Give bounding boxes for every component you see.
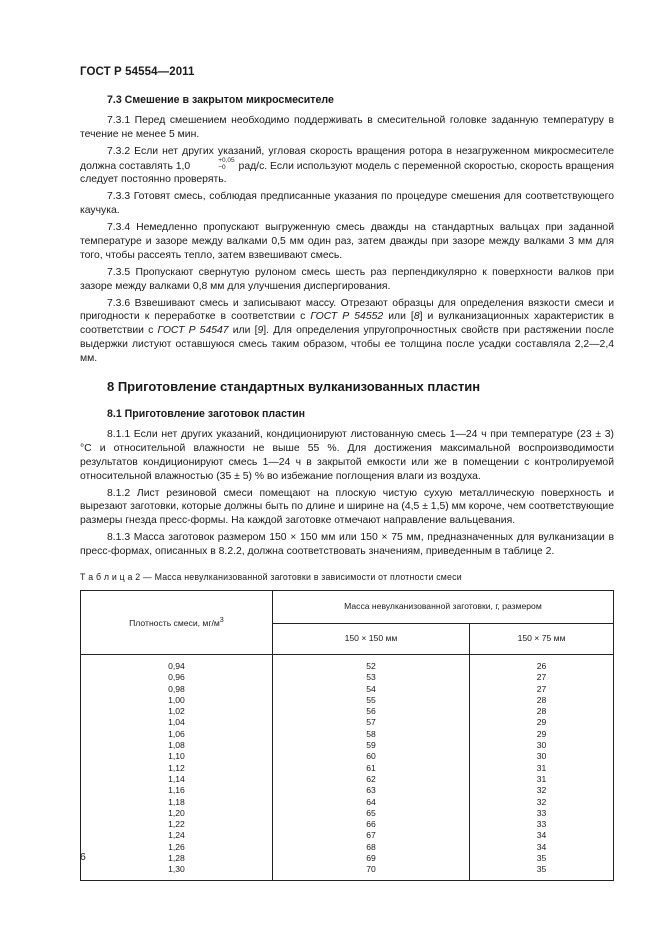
header-density-label: Плотность смеси, мг/м [129,617,220,628]
density-value: 1,30 [168,864,185,875]
tolerance-fraction [191,157,234,171]
ref-gost-54552: ГОСТ Р 54552 [310,311,384,323]
mass-150x75-value: 29 [536,717,547,728]
mass-150x75-value: 27 [536,683,547,694]
density-value: 1,08 [168,740,185,751]
p736-text-c: ] и вулканизационных характеристик в соответствии с [80,311,614,337]
density-value: 1,04 [168,717,185,728]
mass-150x75-value: 33 [536,819,547,830]
mass-150x75-value: 32 [536,785,547,796]
paragraph-7-3-4: 7.3.4 Немедленно пропускают выгруженную смесь дважды на стандартных вальцах при заданной температуре и зазоре между валками 0,5 мм один раз, затем дважды при зазоре между валками 3 мм для того, чтобы рассеять тепло, затем взвешивают смесь. [80,222,614,261]
ref-9: 9 [257,325,264,337]
mass-150x75-value: 31 [536,773,547,784]
mass-150x75-value: 28 [536,694,547,705]
header-150x150: 150 × 150 мм [272,623,469,654]
density-value: 0,96 [168,672,185,683]
mass-150x75-value: 34 [536,830,547,841]
header-mass: Масса невулканизованной заготовки, г, размером [272,590,613,623]
mass-150x150-value: 69 [366,852,376,863]
mass-150x150-value: 53 [366,672,376,683]
mass-150x75-value: 27 [536,672,547,683]
page-content [80,94,614,881]
density-value: 0,94 [168,660,185,671]
mass-150x150-value: 56 [366,706,376,717]
page-number: 6 [80,851,86,863]
mass-150x75-value: 30 [536,751,547,762]
header-density [81,590,273,654]
p736-text-d: или [ [228,325,258,337]
mass-150x75-value: 34 [536,841,547,852]
density-value: 1,12 [168,762,185,773]
paragraph-8-1-3: 8.1.3 Масса заготовок размером 150 × 150 мм или 150 × 75 мм, предназначенных для вулканизации в пресс-формах, описанных в 8.2.2, должна соответствовать значениям, приведенным в таблице 2. [80,532,614,558]
mass-table [80,590,614,881]
mass-150x75-value: 26 [536,660,547,671]
density-value: 1,16 [168,785,185,796]
mass-150x150-value: 70 [366,864,376,875]
paragraph-8-1-2: 8.1.2 Лист резиновой смеси помещают на плоскую чистую сухую металлическую поверхность и вырезают заготовки, которые должны быть по длине и ширине на (4,5 ± 1,5) мм короче, чем соответствующие размеры гнезда пресс-формы. На каждой заготовке отмечают направление вальцевания. [80,487,614,527]
mass-150x150-value: 64 [366,796,376,807]
paragraph-7-3-6 [80,297,614,367]
density-value: 1,10 [168,751,185,762]
paragraph-7-3-2 [80,145,614,187]
mass-150x150-value: 58 [366,728,376,739]
mass-150x75-value: 30 [536,740,547,751]
mass-150x75-value: 28 [536,706,547,717]
mass-150x150-value: 59 [366,740,376,751]
paragraph-7-3-5: 7.3.5 Пропускают свернутую рулоном смесь шесть раз перпендикулярно к поверхности валков при зазоре между валками 0,8 мм для улучшения диспергирования. [80,266,614,292]
density-value: 1,24 [168,830,185,841]
mass-150x150-value: 62 [366,773,376,784]
ref-gost-54547: ГОСТ Р 54547 [157,325,229,337]
mass-150x150-value: 63 [366,785,376,796]
tolerance-lower: −0 [218,163,226,171]
mass-150x75-value: 29 [536,728,547,739]
density-value: 1,22 [168,819,185,830]
tolerance-upper: +0,05 [218,156,235,164]
paragraph-7-3-1: 7.3.1 Перед смешением необходимо поддерживать в смесительной головке заданную температуру в течение не менее 5 мин. [80,114,614,140]
mass-150x150-value: 65 [366,807,376,818]
paragraph-7-3-2-start: 7.3.2 Если нет других указаний, угловая скорость вращения ротора в незагруженном микросмесителе должна составлять 1,0 [80,145,614,172]
document-header: ГОСТ Р 54554—2011 [80,66,195,78]
mass-150x150-value: 66 [366,819,376,830]
density-value: 1,02 [168,706,185,717]
density-value: 1,14 [168,773,185,784]
paragraph-7-3-2-end: рад/с. Если используют модель с переменной скоростью, скорость вращения следует постоянно проверять. [80,160,615,186]
mass-150x150-value: 61 [366,762,376,773]
mass-150x150-value: 68 [366,841,376,852]
p736-text-b: или [ [383,311,414,323]
mass-150x75-value: 33 [536,807,547,818]
table-caption: Т а б л и ц а 2 — Масса невулканизованной заготовки в зависимости от плотности смеси [80,572,462,583]
p736-text-a: 7.3.6 Взвешивают смесь и записывают массу. Отрезают образцы для определения вязкости смеси и пригодности к переработке в соответствии с [80,297,614,323]
header-density-sup: 3 [219,616,224,625]
mass-150x75-value: 31 [536,762,547,773]
mass-150x150-value: 57 [366,717,376,728]
density-value: 1,26 [168,841,185,852]
mass-150x75-value: 35 [536,864,547,875]
mass-150x150-value: 55 [366,694,376,705]
mass-150x150-value: 67 [366,830,376,841]
mass-150x150-value: 54 [366,683,376,694]
section-7-3-heading: 7.3 Смешение в закрытом микросмесителе [107,94,334,106]
section-8-1-heading: 8.1 Приготовление заготовок пластин [107,407,305,420]
density-value: 1,06 [168,728,185,739]
ref-8: 8 [413,311,420,323]
density-value: 0,98 [168,683,185,694]
density-value: 1,00 [168,694,185,705]
mass-150x75-value: 32 [536,796,547,807]
section-8-heading: 8 Приготовление стандартных вулканизованных пластин [107,379,481,395]
paragraph-7-3-3: 7.3.3 Готовят смесь, соблюдая предписанные указания по процедуре смешения для соответствующего каучука. [80,191,614,217]
density-value: 1,18 [168,796,185,807]
mass-150x150-value: 52 [366,660,376,671]
density-value: 1,28 [168,852,185,863]
paragraph-8-1-1: 8.1.1 Если нет других указаний, кондиционируют листованную смесь 1—24 ч при температуре (23 ± 3) °С и относительной влажности не выше 55 %. Для достижения максимальной воспроизводимости результатов кондиционируют смесь 1—24 ч в закрытой емкости или же в помещении с контролируемой относительной влажностью (35 ± 5) % во избежание поглощения влаги из воздуха. [80,428,614,482]
mass-150x75-column [470,654,614,880]
mass-150x75-value: 35 [536,852,547,863]
header-150x75: 150 × 75 мм [470,623,614,654]
mass-150x150-column [272,654,469,880]
density-value: 1,20 [168,807,185,818]
density-column [81,654,273,880]
mass-150x150-value: 60 [366,751,376,762]
p736-text-e: ]. Для определения упругопрочностных свойств при растяжении после выдержки листуют оставшуюся смесь таким образом, чтобы ее толщина после усадки составляла 2,2—2,4 мм. [80,325,614,365]
